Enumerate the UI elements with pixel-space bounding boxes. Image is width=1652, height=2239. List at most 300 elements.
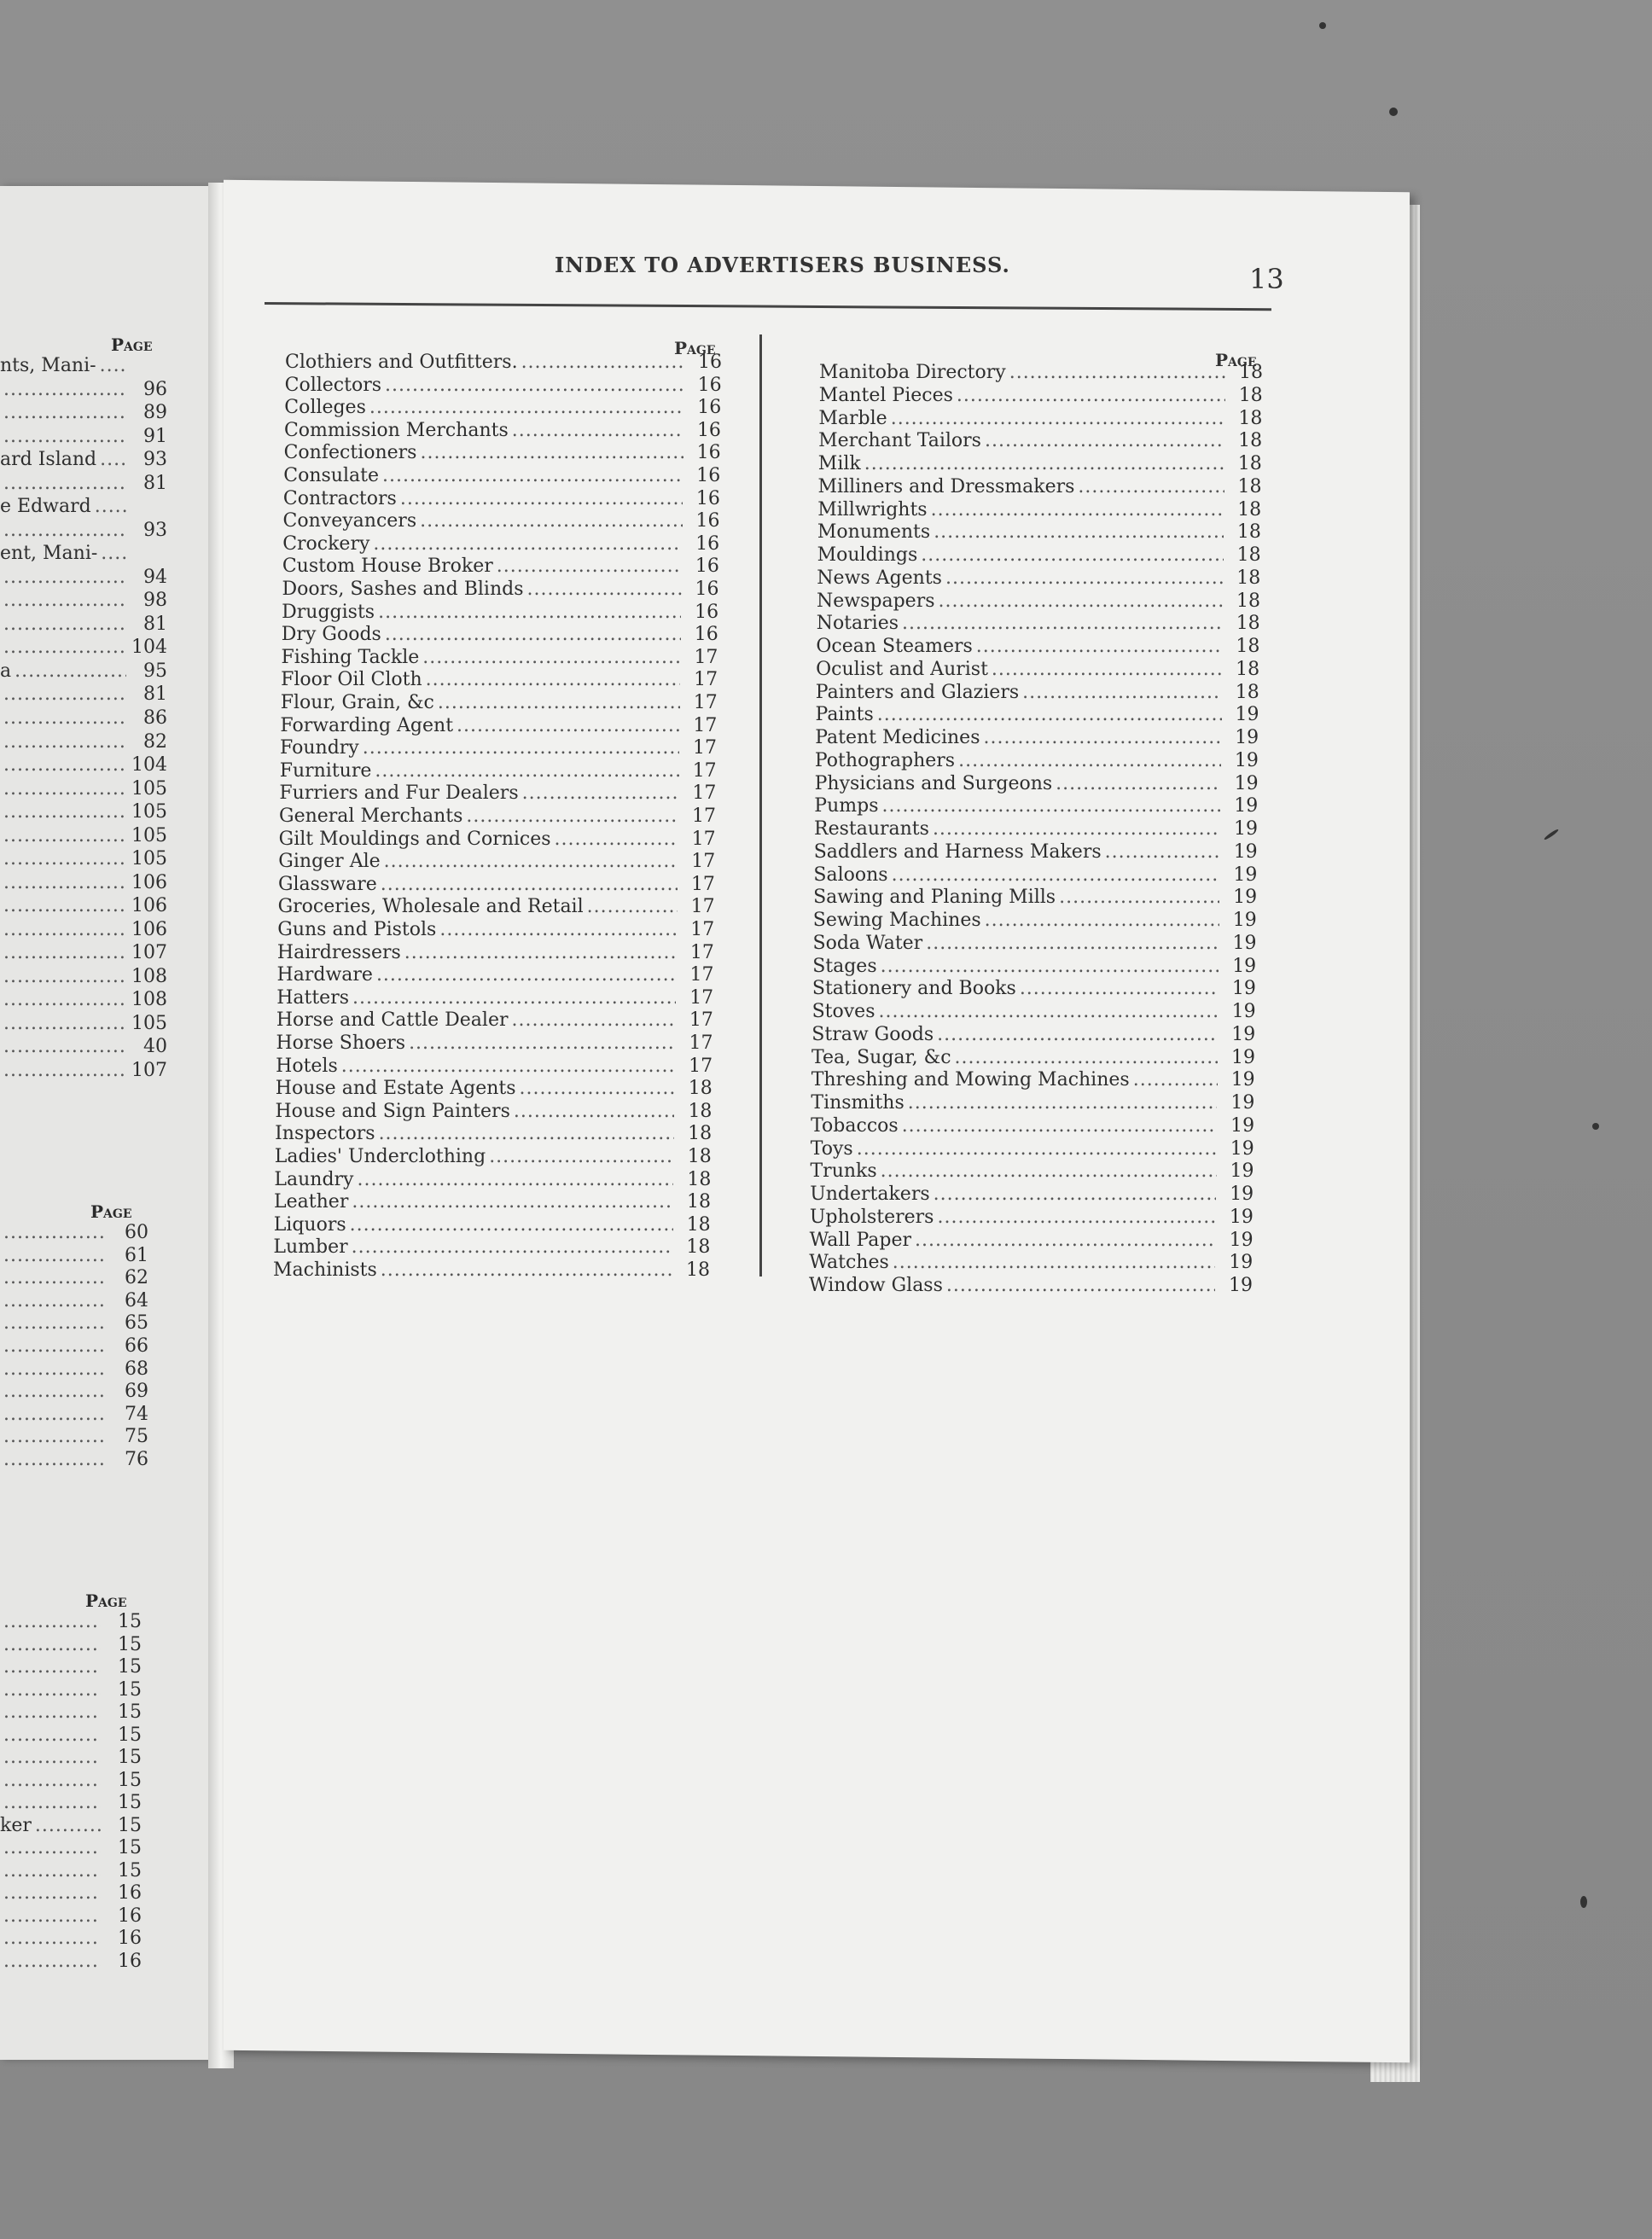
index-entry-label: Patent Medicines [815, 727, 980, 748]
index-entry [283, 465, 720, 487]
index-entry [810, 1230, 1254, 1252]
index-entry [279, 782, 716, 805]
index-entry [274, 1214, 711, 1236]
index-entry-label: Mouldings [817, 544, 918, 566]
index-entry-label: Colleges [284, 397, 366, 419]
index-entry [816, 636, 1259, 658]
index-entry [283, 510, 720, 532]
leader-dots [939, 590, 1224, 613]
index-entry-page: 19 [1234, 818, 1258, 840]
left-entry-label: nts, Mani- [0, 355, 96, 376]
left-entry-page: 93 [143, 519, 167, 541]
leader-dots [958, 750, 1221, 772]
index-entry-label: Fishing Tackle [281, 646, 420, 668]
index-entry-label: Millwrights [817, 498, 928, 520]
index-entry [285, 352, 722, 374]
index-entry [815, 750, 1259, 772]
left-index-entry [0, 895, 167, 917]
index-entry-label: Ocean Steamers [816, 636, 973, 657]
left-entry-page: 94 [143, 566, 167, 588]
index-entry [811, 1024, 1255, 1046]
index-entry-label: Crockery [282, 532, 370, 555]
left-index-entry [0, 848, 167, 870]
index-entry [817, 544, 1261, 567]
left-entry-page: 91 [143, 425, 167, 447]
leader-dots [95, 496, 126, 518]
index-entry [276, 987, 713, 1009]
leader-dots [946, 1275, 1215, 1297]
index-entry [276, 1078, 713, 1100]
leader-dots [3, 801, 126, 823]
index-entry-label: Dry Goods [281, 624, 381, 646]
left-index-entry [0, 1381, 148, 1403]
leader-dots [3, 731, 126, 753]
leader-dots [877, 704, 1222, 726]
leader-dots [363, 737, 679, 759]
left-entry-label: e Edward [0, 496, 91, 518]
index-entry [283, 488, 720, 510]
index-entry-page: 16 [697, 397, 722, 419]
leader-dots [976, 636, 1223, 658]
leader-dots [439, 919, 677, 941]
leader-dots [3, 707, 126, 730]
leader-dots [1009, 362, 1225, 384]
index-entry-page: 16 [694, 624, 718, 646]
left-index-entry [0, 1426, 148, 1448]
index-entry-label: House and Sign Painters [275, 1100, 510, 1122]
index-entry [814, 841, 1258, 864]
index-entry-page: 17 [690, 919, 715, 940]
leader-dots [891, 408, 1225, 430]
index-entry-label: Newspapers [817, 590, 935, 612]
leader-dots [957, 385, 1225, 407]
index-entry-page: 18 [687, 1168, 712, 1190]
left-entry-page: 81 [143, 683, 167, 706]
index-entry-label: Physicians and Surgeons [814, 772, 1053, 794]
left-entry-page: 68 [125, 1358, 148, 1380]
leader-dots [857, 1138, 1217, 1160]
leader-dots [400, 488, 683, 510]
index-entry-page: 19 [1231, 1001, 1256, 1022]
leader-dots [3, 1634, 101, 1656]
index-entry-label: Restaurants [814, 818, 929, 840]
left-index-entry [0, 1701, 142, 1724]
leader-dots [466, 805, 678, 828]
leader-dots [992, 659, 1222, 681]
leader-dots [527, 579, 682, 601]
column-heading-page: Page [674, 338, 716, 358]
left-index-entry [0, 1951, 142, 1973]
leader-dots [1105, 841, 1220, 864]
left-index-entry [0, 1267, 148, 1289]
index-entry-label: Wall Paper [809, 1229, 912, 1251]
leader-dots [3, 1381, 108, 1403]
left-index-entry [0, 1815, 142, 1837]
index-entry-label: Manitoba Directory [819, 362, 1006, 383]
left-index-entry [0, 543, 167, 565]
leader-dots [934, 1183, 1217, 1206]
index-entry [281, 669, 718, 691]
left-index-entry [0, 1905, 142, 1928]
left-index-entry [0, 355, 167, 377]
leader-dots [3, 919, 126, 941]
left-page-heading: Page [111, 334, 153, 355]
left-entry-page: 104 [131, 637, 167, 659]
index-entry-page: 18 [686, 1236, 711, 1259]
index-entry [281, 647, 718, 669]
index-entry-label: General Merchants [279, 805, 463, 827]
left-index-entry [0, 1928, 142, 1950]
index-entry-label: Groceries, Wholesale and Retail [277, 896, 584, 918]
index-entry-label: Horse and Cattle Dealer [276, 1009, 509, 1032]
index-entry-page: 17 [690, 873, 715, 895]
left-index-entry [0, 1404, 148, 1426]
left-index-entry [0, 426, 167, 448]
index-entry-page: 18 [1236, 636, 1260, 657]
left-entry-page: 15 [118, 1837, 142, 1859]
left-entry-page: 15 [118, 1611, 142, 1632]
index-entry-page: 18 [1236, 544, 1261, 566]
dust-speck [1592, 1123, 1599, 1130]
index-entry [809, 1275, 1253, 1297]
index-entry-page: 17 [693, 714, 718, 736]
index-entry-label: Merchant Tailors [818, 430, 981, 452]
left-index-entry [0, 1449, 148, 1471]
index-entry [284, 397, 721, 419]
index-entry-page: 17 [689, 986, 714, 1009]
index-entry-page: 19 [1230, 1069, 1255, 1091]
index-entry-page: 16 [696, 465, 721, 486]
leader-dots [3, 989, 126, 1011]
index-entry [813, 887, 1257, 909]
leader-dots [420, 510, 682, 532]
leader-dots [385, 375, 684, 397]
leader-dots [937, 1024, 1218, 1046]
index-entry [285, 375, 722, 397]
index-entry-page: 18 [1237, 453, 1262, 474]
left-entry-page: 105 [131, 824, 167, 846]
index-entry-page: 16 [697, 374, 722, 396]
index-entry [817, 499, 1261, 521]
left-index-entry [0, 966, 167, 988]
index-entry-page: 18 [688, 1078, 713, 1100]
leader-dots [945, 567, 1223, 590]
leader-dots [3, 1951, 101, 1973]
leader-dots [376, 964, 677, 986]
left-entry-page: 89 [143, 402, 167, 424]
index-entry-label: Tea, Sugar, &c [811, 1046, 951, 1068]
index-entry [284, 420, 721, 442]
index-entry [280, 715, 717, 737]
index-entry-page: 17 [694, 669, 718, 691]
index-entry [811, 1047, 1255, 1069]
index-entry-label: Hairdressers [276, 941, 401, 963]
index-entry-label: Upholsterers [809, 1206, 934, 1228]
index-entry-page: 19 [1231, 1046, 1255, 1068]
left-index-entry [0, 614, 167, 636]
index-entry-label: Paints [815, 704, 874, 726]
index-entry [812, 956, 1256, 978]
left-index-entry [0, 872, 167, 894]
index-entry-page: 19 [1229, 1252, 1254, 1274]
left-entry-page: 16 [118, 1905, 142, 1927]
index-entry-page: 17 [694, 646, 718, 668]
left-entry-page: 106 [131, 918, 167, 940]
left-index-entry [0, 942, 167, 964]
left-index-entry [0, 1770, 142, 1792]
left-entry-page: 60 [125, 1222, 148, 1243]
index-entry-page: 18 [1237, 498, 1262, 520]
left-index-entry [0, 1335, 148, 1358]
leader-dots [915, 1230, 1216, 1252]
leader-dots [520, 1078, 675, 1100]
leader-dots [514, 1101, 675, 1123]
index-entry-page: 18 [686, 1213, 711, 1236]
left-index-entry [0, 520, 167, 542]
index-entry-label: Oculist and Aurist [816, 658, 988, 680]
leader-dots [926, 933, 1219, 955]
leader-dots [3, 1036, 126, 1058]
left-index-entry [0, 1611, 142, 1633]
leader-dots [378, 602, 681, 624]
left-entry-page: 15 [118, 1769, 142, 1791]
index-entry-label: Gilt Mouldings and Cornices [278, 828, 551, 850]
left-entry-page: 106 [131, 871, 167, 893]
leader-dots [3, 1701, 101, 1724]
index-entry [279, 829, 716, 851]
index-entry-page: 19 [1229, 1206, 1254, 1228]
left-entry-page: 62 [125, 1267, 148, 1289]
index-entry-label: Undertakers [810, 1183, 930, 1205]
leader-dots [101, 543, 126, 565]
index-entry-label: Pumps [814, 795, 879, 817]
left-entry-page: 95 [143, 660, 167, 682]
leader-dots [3, 379, 126, 401]
leader-dots [3, 1679, 101, 1701]
left-entry-page: 75 [125, 1426, 148, 1448]
leader-dots [3, 402, 126, 424]
leader-dots [369, 397, 683, 419]
leader-dots [3, 1426, 108, 1448]
leader-dots [426, 669, 680, 691]
left-index-entry [0, 1222, 148, 1244]
left-index-entry [0, 1358, 148, 1381]
index-entry-page: 16 [695, 601, 719, 623]
index-entry [275, 1123, 712, 1145]
leader-dots [908, 1092, 1218, 1114]
index-entry-page: 16 [695, 555, 719, 578]
index-entry-label: Window Glass [809, 1275, 943, 1296]
index-entry-label: Stoves [811, 1001, 875, 1022]
index-entry [281, 692, 718, 714]
index-entry-label: Soda Water [812, 932, 923, 954]
left-index-entry [0, 496, 167, 518]
index-entry [817, 567, 1260, 590]
leader-dots [3, 1060, 126, 1082]
index-entry-page: 19 [1235, 704, 1259, 726]
leader-dots [3, 1404, 108, 1426]
left-index-entry [0, 1656, 142, 1678]
index-entry [812, 1001, 1256, 1023]
index-entry-label: Watches [809, 1252, 889, 1274]
index-entry-page: 17 [689, 1055, 713, 1077]
index-entry [816, 659, 1259, 681]
page-number: 13 [1249, 263, 1284, 295]
index-entry-page: 19 [1233, 887, 1258, 909]
index-entry-page: 16 [695, 510, 720, 532]
leader-dots [3, 1358, 108, 1381]
column-divider [759, 334, 762, 1277]
left-entry-page: 108 [131, 965, 167, 987]
index-entry-label: Mantel Pieces [818, 384, 953, 406]
index-entry [813, 864, 1257, 887]
index-entry [277, 942, 714, 964]
leader-dots [357, 1169, 673, 1191]
index-entry-page: 17 [689, 1009, 713, 1032]
left-index-entry [0, 590, 167, 612]
leader-dots [384, 851, 678, 873]
index-entry [811, 1160, 1254, 1183]
index-entry-label: Forwarding Agent [280, 714, 454, 736]
left-index-entry [0, 1634, 142, 1656]
leader-dots [3, 872, 126, 894]
left-entry-page: 108 [131, 989, 167, 1011]
index-entry-label: Commission Merchants [283, 419, 509, 441]
left-entry-page: 16 [118, 1951, 142, 1972]
left-entry-page: 66 [125, 1335, 148, 1357]
left-entry-page: 15 [118, 1656, 142, 1678]
index-entry-label: Hardware [276, 964, 373, 986]
index-entry-label: Trunks [810, 1160, 877, 1183]
left-index-entry [0, 1860, 142, 1882]
leader-dots [341, 1056, 675, 1078]
index-entry-page: 17 [692, 759, 717, 782]
index-entry-page: 19 [1229, 1275, 1253, 1296]
leader-dots [381, 874, 678, 896]
leader-dots [3, 473, 126, 495]
index-entry [810, 1207, 1254, 1229]
index-entry [277, 964, 714, 986]
leader-dots [3, 426, 126, 448]
index-entry-label: Doors, Sashes and Blinds [282, 579, 524, 600]
leader-dots [3, 895, 126, 917]
index-entry-label: Ginger Ale [278, 851, 381, 873]
leader-dots [3, 1449, 108, 1471]
index-entry-label: Tobaccos [811, 1114, 899, 1137]
index-entry [811, 1069, 1255, 1091]
left-entry-page: 74 [125, 1403, 148, 1425]
index-entry-label: Foundry [280, 737, 359, 759]
left-entry-label: ard Island [0, 449, 97, 471]
index-entry-label: Pothographers [814, 749, 956, 771]
index-entry-page: 16 [695, 579, 719, 600]
index-entry-label: Stages [812, 955, 877, 977]
index-entry-label: Collectors [284, 374, 382, 396]
index-entry-page: 17 [693, 737, 718, 759]
leader-dots [955, 1047, 1218, 1069]
index-entry-page: 18 [1236, 521, 1261, 544]
leader-dots [404, 942, 677, 964]
index-entry-label: Monuments [817, 521, 931, 544]
left-entry-page: 16 [118, 1928, 142, 1950]
left-entry-label: ker [0, 1814, 32, 1836]
index-entry [282, 579, 719, 601]
index-entry-page: 18 [1235, 681, 1259, 703]
left-index-entry [0, 989, 167, 1011]
index-entry-page: 19 [1232, 910, 1257, 931]
left-page-heading: Page [85, 1591, 127, 1611]
left-index-entry [0, 1290, 148, 1312]
index-entry-label: Contractors [282, 487, 397, 509]
leader-dots [1133, 1069, 1218, 1091]
index-entry-label: Hotels [276, 1055, 338, 1077]
leader-dots [3, 614, 126, 636]
left-index-entry [0, 402, 167, 424]
leader-dots [375, 760, 678, 782]
leader-dots [420, 442, 683, 464]
index-entry-label: Ladies' Underclothing [274, 1146, 486, 1167]
leader-dots [892, 864, 1220, 887]
index-entry-page: 18 [1238, 430, 1263, 452]
index-entry-page: 18 [1239, 362, 1263, 383]
leader-dots [522, 782, 679, 805]
index-entry-page: 19 [1234, 749, 1259, 771]
left-index-entry [0, 1013, 167, 1035]
leader-dots [511, 1009, 675, 1032]
leader-dots [3, 1290, 108, 1312]
leader-dots [497, 555, 682, 578]
index-entry-page: 19 [1231, 978, 1256, 1000]
leader-dots [1020, 978, 1219, 1000]
leader-dots [385, 624, 681, 646]
left-index-entry [0, 919, 167, 941]
left-index-entry [0, 778, 167, 800]
left-entry-page: 98 [143, 590, 167, 612]
index-entry [813, 933, 1257, 955]
leader-dots [3, 1724, 101, 1747]
leader-dots [3, 942, 126, 964]
index-entry-label: Hatters [276, 986, 349, 1009]
left-index-entry [0, 707, 167, 730]
leader-dots [3, 1013, 126, 1035]
index-entry-page: 19 [1235, 727, 1259, 748]
index-entry [818, 453, 1262, 475]
index-entry-label: Marble [818, 407, 887, 429]
left-index-entry [0, 637, 167, 659]
index-entry-label: Furniture [279, 759, 372, 782]
leader-dots [100, 355, 126, 377]
leader-dots [3, 1882, 101, 1905]
index-entry [282, 624, 718, 646]
leader-dots [457, 715, 679, 737]
left-entry-page: 15 [118, 1633, 142, 1655]
left-index-entry [0, 1747, 142, 1769]
index-entry [811, 1138, 1254, 1160]
left-page [0, 186, 224, 2060]
left-entry-page: 15 [118, 1701, 142, 1724]
index-entry-page: 19 [1229, 1229, 1254, 1251]
index-entry-label: Notaries [816, 613, 899, 635]
index-entry [280, 760, 717, 782]
index-entry-page: 18 [1236, 658, 1260, 680]
leader-dots [3, 1747, 101, 1769]
left-page-heading: Page [90, 1201, 132, 1222]
index-entry [276, 1009, 713, 1032]
leader-dots [3, 848, 126, 870]
index-entry-label: Glassware [277, 873, 377, 895]
leader-dots [555, 829, 678, 851]
leader-dots [1059, 887, 1219, 909]
